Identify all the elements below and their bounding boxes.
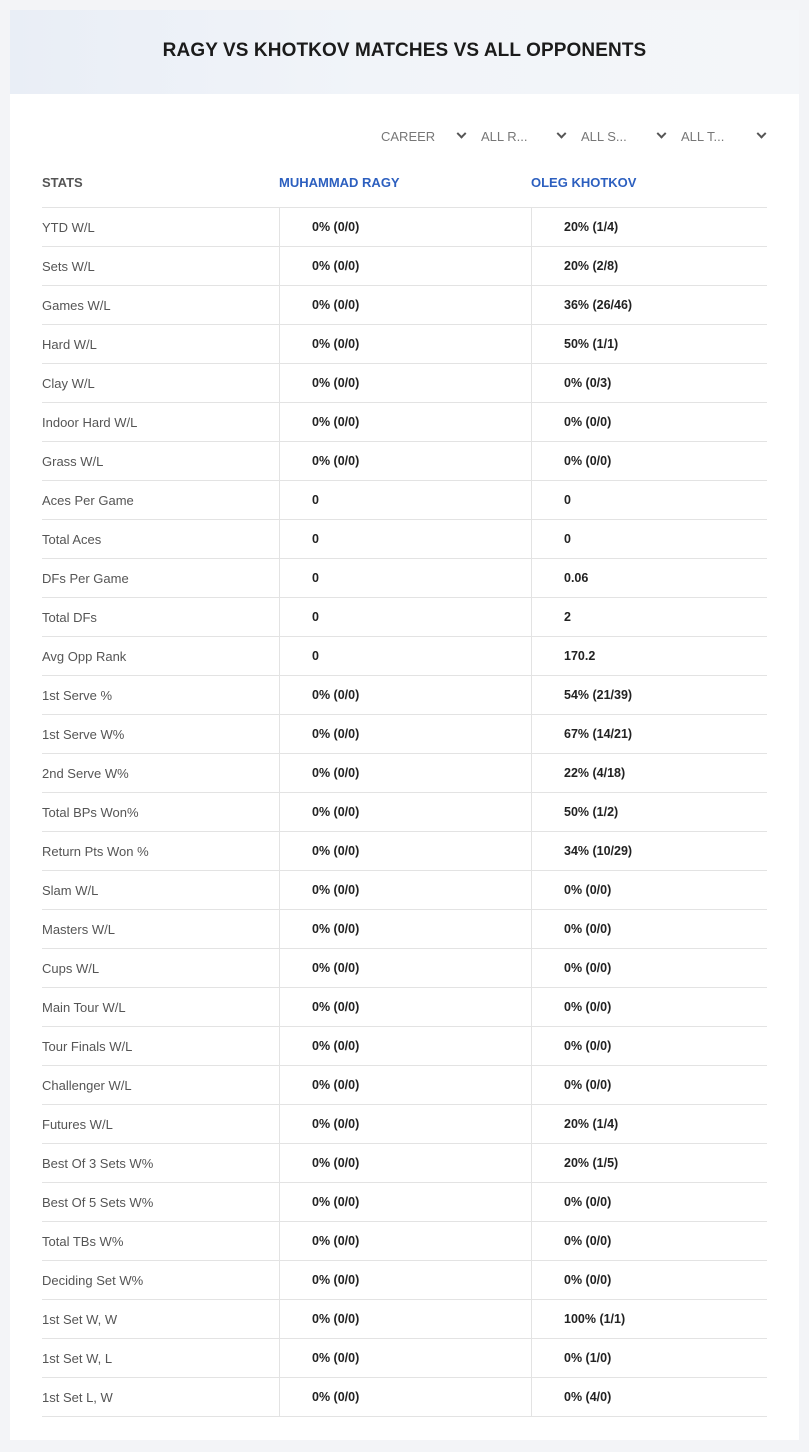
filter-round-select[interactable]	[467, 126, 567, 146]
row-label: Hard W/L	[42, 336, 97, 352]
player2-value: 20% (2/8)	[531, 247, 767, 285]
player2-value: 170.2	[531, 637, 767, 675]
table-row	[42, 208, 767, 247]
player2-value: 0% (0/0)	[531, 988, 767, 1026]
player2-value: 0% (1/0)	[531, 1339, 767, 1377]
row-label: 1st Set L, W	[42, 1389, 113, 1405]
player1-value: 0% (0/0)	[279, 325, 531, 363]
table-row	[42, 1066, 767, 1105]
row-label: 1st Serve %	[42, 687, 113, 703]
player2-value: 0% (0/0)	[531, 871, 767, 909]
player2-value: 20% (1/4)	[531, 1105, 767, 1143]
stats-card	[10, 10, 799, 1440]
row-label: 1st Set W, L	[42, 1350, 113, 1366]
table-row	[42, 520, 767, 559]
row-label: Challenger W/L	[42, 1077, 132, 1093]
table-row	[42, 403, 767, 442]
filter-period-select[interactable]	[367, 126, 467, 146]
chevron-down-icon	[557, 128, 567, 138]
player1-value: 0	[279, 598, 531, 636]
row-label: Grass W/L	[42, 453, 104, 469]
table-row	[42, 910, 767, 949]
player1-value: 0% (0/0)	[279, 247, 531, 285]
player1-value: 0% (0/0)	[279, 208, 531, 246]
player2-value: 0	[531, 520, 767, 558]
table-row	[42, 364, 767, 403]
player1-value: 0% (0/0)	[279, 1183, 531, 1221]
row-label: Indoor Hard W/L	[42, 414, 138, 430]
row-label: Best Of 3 Sets W%	[42, 1155, 154, 1171]
player2-value: 0% (0/3)	[531, 364, 767, 402]
row-label: Slam W/L	[42, 882, 99, 898]
row-label: 2nd Serve W%	[42, 765, 129, 781]
player1-value: 0% (0/0)	[279, 1027, 531, 1065]
player2-value: 0	[531, 481, 767, 519]
row-label: Cups W/L	[42, 960, 100, 976]
player2-value: 0% (0/0)	[531, 403, 767, 441]
player2-link[interactable]: OLEG KHOTKOV	[531, 175, 637, 190]
chevron-down-icon	[457, 128, 467, 138]
player2-value: 0% (0/0)	[531, 1027, 767, 1065]
page-title: RAGY VS KHOTKOV MATCHES VS ALL OPPONENTS	[162, 40, 647, 61]
row-label: Best Of 5 Sets W%	[42, 1194, 154, 1210]
player1-value: 0% (0/0)	[279, 1378, 531, 1416]
player2-value: 22% (4/18)	[531, 754, 767, 792]
table-row	[42, 793, 767, 832]
table-row	[42, 1105, 767, 1144]
table-header	[42, 160, 767, 208]
player1-value: 0% (0/0)	[279, 1066, 531, 1104]
table-row	[42, 1378, 767, 1417]
player2-value: 20% (1/5)	[531, 1144, 767, 1182]
row-label: Futures W/L	[42, 1116, 113, 1132]
table-row	[42, 754, 767, 793]
player1-value: 0% (0/0)	[279, 949, 531, 987]
table-row	[42, 871, 767, 910]
player1-value: 0% (0/0)	[279, 442, 531, 480]
player2-value: 0% (0/0)	[531, 1183, 767, 1221]
filter-surface-label: ALL S...	[581, 128, 627, 144]
table-row	[42, 481, 767, 520]
table-row	[42, 949, 767, 988]
table-row	[42, 676, 767, 715]
table-row	[42, 637, 767, 676]
row-label: Deciding Set W%	[42, 1272, 144, 1288]
row-label: DFs Per Game	[42, 570, 129, 586]
table-row	[42, 559, 767, 598]
player2-value: 54% (21/39)	[531, 676, 767, 714]
player1-value: 0% (0/0)	[279, 1222, 531, 1260]
player1-value: 0% (0/0)	[279, 403, 531, 441]
player2-value: 0% (0/0)	[531, 1261, 767, 1299]
table-row	[42, 1027, 767, 1066]
player2-value: 0.06	[531, 559, 767, 597]
row-label: Clay W/L	[42, 375, 95, 391]
player1-value: 0% (0/0)	[279, 754, 531, 792]
filter-tournament-label: ALL T...	[681, 128, 725, 144]
player1-value: 0% (0/0)	[279, 364, 531, 402]
row-label: Total BPs Won%	[42, 804, 139, 820]
table-row	[42, 715, 767, 754]
player2-value: 0% (4/0)	[531, 1378, 767, 1416]
player2-value: 67% (14/21)	[531, 715, 767, 753]
player1-value: 0	[279, 637, 531, 675]
row-label: YTD W/L	[42, 219, 95, 235]
player2-value: 50% (1/2)	[531, 793, 767, 831]
table-row	[42, 1339, 767, 1378]
card-header	[10, 10, 799, 94]
player1-value: 0% (0/0)	[279, 871, 531, 909]
table-row	[42, 598, 767, 637]
row-label: 1st Set W, W	[42, 1311, 118, 1327]
table-row	[42, 1144, 767, 1183]
chevron-down-icon	[757, 128, 767, 138]
table-body	[42, 208, 767, 1417]
player1-value: 0	[279, 520, 531, 558]
row-label: Main Tour W/L	[42, 999, 126, 1015]
player1-value: 0% (0/0)	[279, 676, 531, 714]
table-row	[42, 247, 767, 286]
table-row	[42, 832, 767, 871]
player2-value: 36% (26/46)	[531, 286, 767, 324]
player2-value: 0% (0/0)	[531, 1066, 767, 1104]
player1-value: 0% (0/0)	[279, 1300, 531, 1338]
row-label: Total TBs W%	[42, 1233, 124, 1249]
player1-value: 0% (0/0)	[279, 1105, 531, 1143]
player2-value: 100% (1/1)	[531, 1300, 767, 1338]
row-label: Aces Per Game	[42, 492, 134, 508]
player1-value: 0% (0/0)	[279, 832, 531, 870]
table-row	[42, 988, 767, 1027]
table-row	[42, 1300, 767, 1339]
player2-value: 2	[531, 598, 767, 636]
filter-round-label: ALL R...	[481, 128, 528, 144]
table-row	[42, 286, 767, 325]
filter-surface-select[interactable]	[567, 126, 667, 146]
player2-value: 34% (10/29)	[531, 832, 767, 870]
stats-table	[42, 160, 767, 1417]
row-label: Avg Opp Rank	[42, 648, 127, 664]
table-row	[42, 1222, 767, 1261]
row-label: Games W/L	[42, 297, 111, 313]
player2-value: 0% (0/0)	[531, 910, 767, 948]
player2-value: 0% (0/0)	[531, 949, 767, 987]
row-label: Sets W/L	[42, 258, 95, 274]
row-label: Tour Finals W/L	[42, 1038, 133, 1054]
player1-value: 0% (0/0)	[279, 1339, 531, 1377]
player1-value: 0% (0/0)	[279, 988, 531, 1026]
player2-value: 0% (0/0)	[531, 442, 767, 480]
row-label: Total Aces	[42, 531, 102, 547]
player2-value: 0% (0/0)	[531, 1222, 767, 1260]
stats-column-header: STATS	[42, 175, 83, 190]
player1-value: 0% (0/0)	[279, 1144, 531, 1182]
table-row	[42, 1261, 767, 1300]
player1-value: 0	[279, 481, 531, 519]
player1-link[interactable]: MUHAMMAD RAGY	[279, 175, 400, 190]
chevron-down-icon	[657, 128, 667, 138]
player1-value: 0% (0/0)	[279, 286, 531, 324]
player2-value: 50% (1/1)	[531, 325, 767, 363]
table-row	[42, 325, 767, 364]
row-label: Total DFs	[42, 609, 97, 625]
filter-period-label: CAREER	[381, 128, 436, 144]
player1-value: 0% (0/0)	[279, 715, 531, 753]
table-row	[42, 1183, 767, 1222]
row-label: Masters W/L	[42, 921, 115, 937]
player1-value: 0% (0/0)	[279, 910, 531, 948]
row-label: Return Pts Won %	[42, 843, 149, 859]
player1-value: 0% (0/0)	[279, 793, 531, 831]
table-row	[42, 442, 767, 481]
filter-tournament-select[interactable]	[667, 126, 767, 146]
row-label: 1st Serve W%	[42, 726, 125, 742]
player1-value: 0	[279, 559, 531, 597]
player1-value: 0% (0/0)	[279, 1261, 531, 1299]
player2-value: 20% (1/4)	[531, 208, 767, 246]
filter-bar	[367, 126, 767, 146]
